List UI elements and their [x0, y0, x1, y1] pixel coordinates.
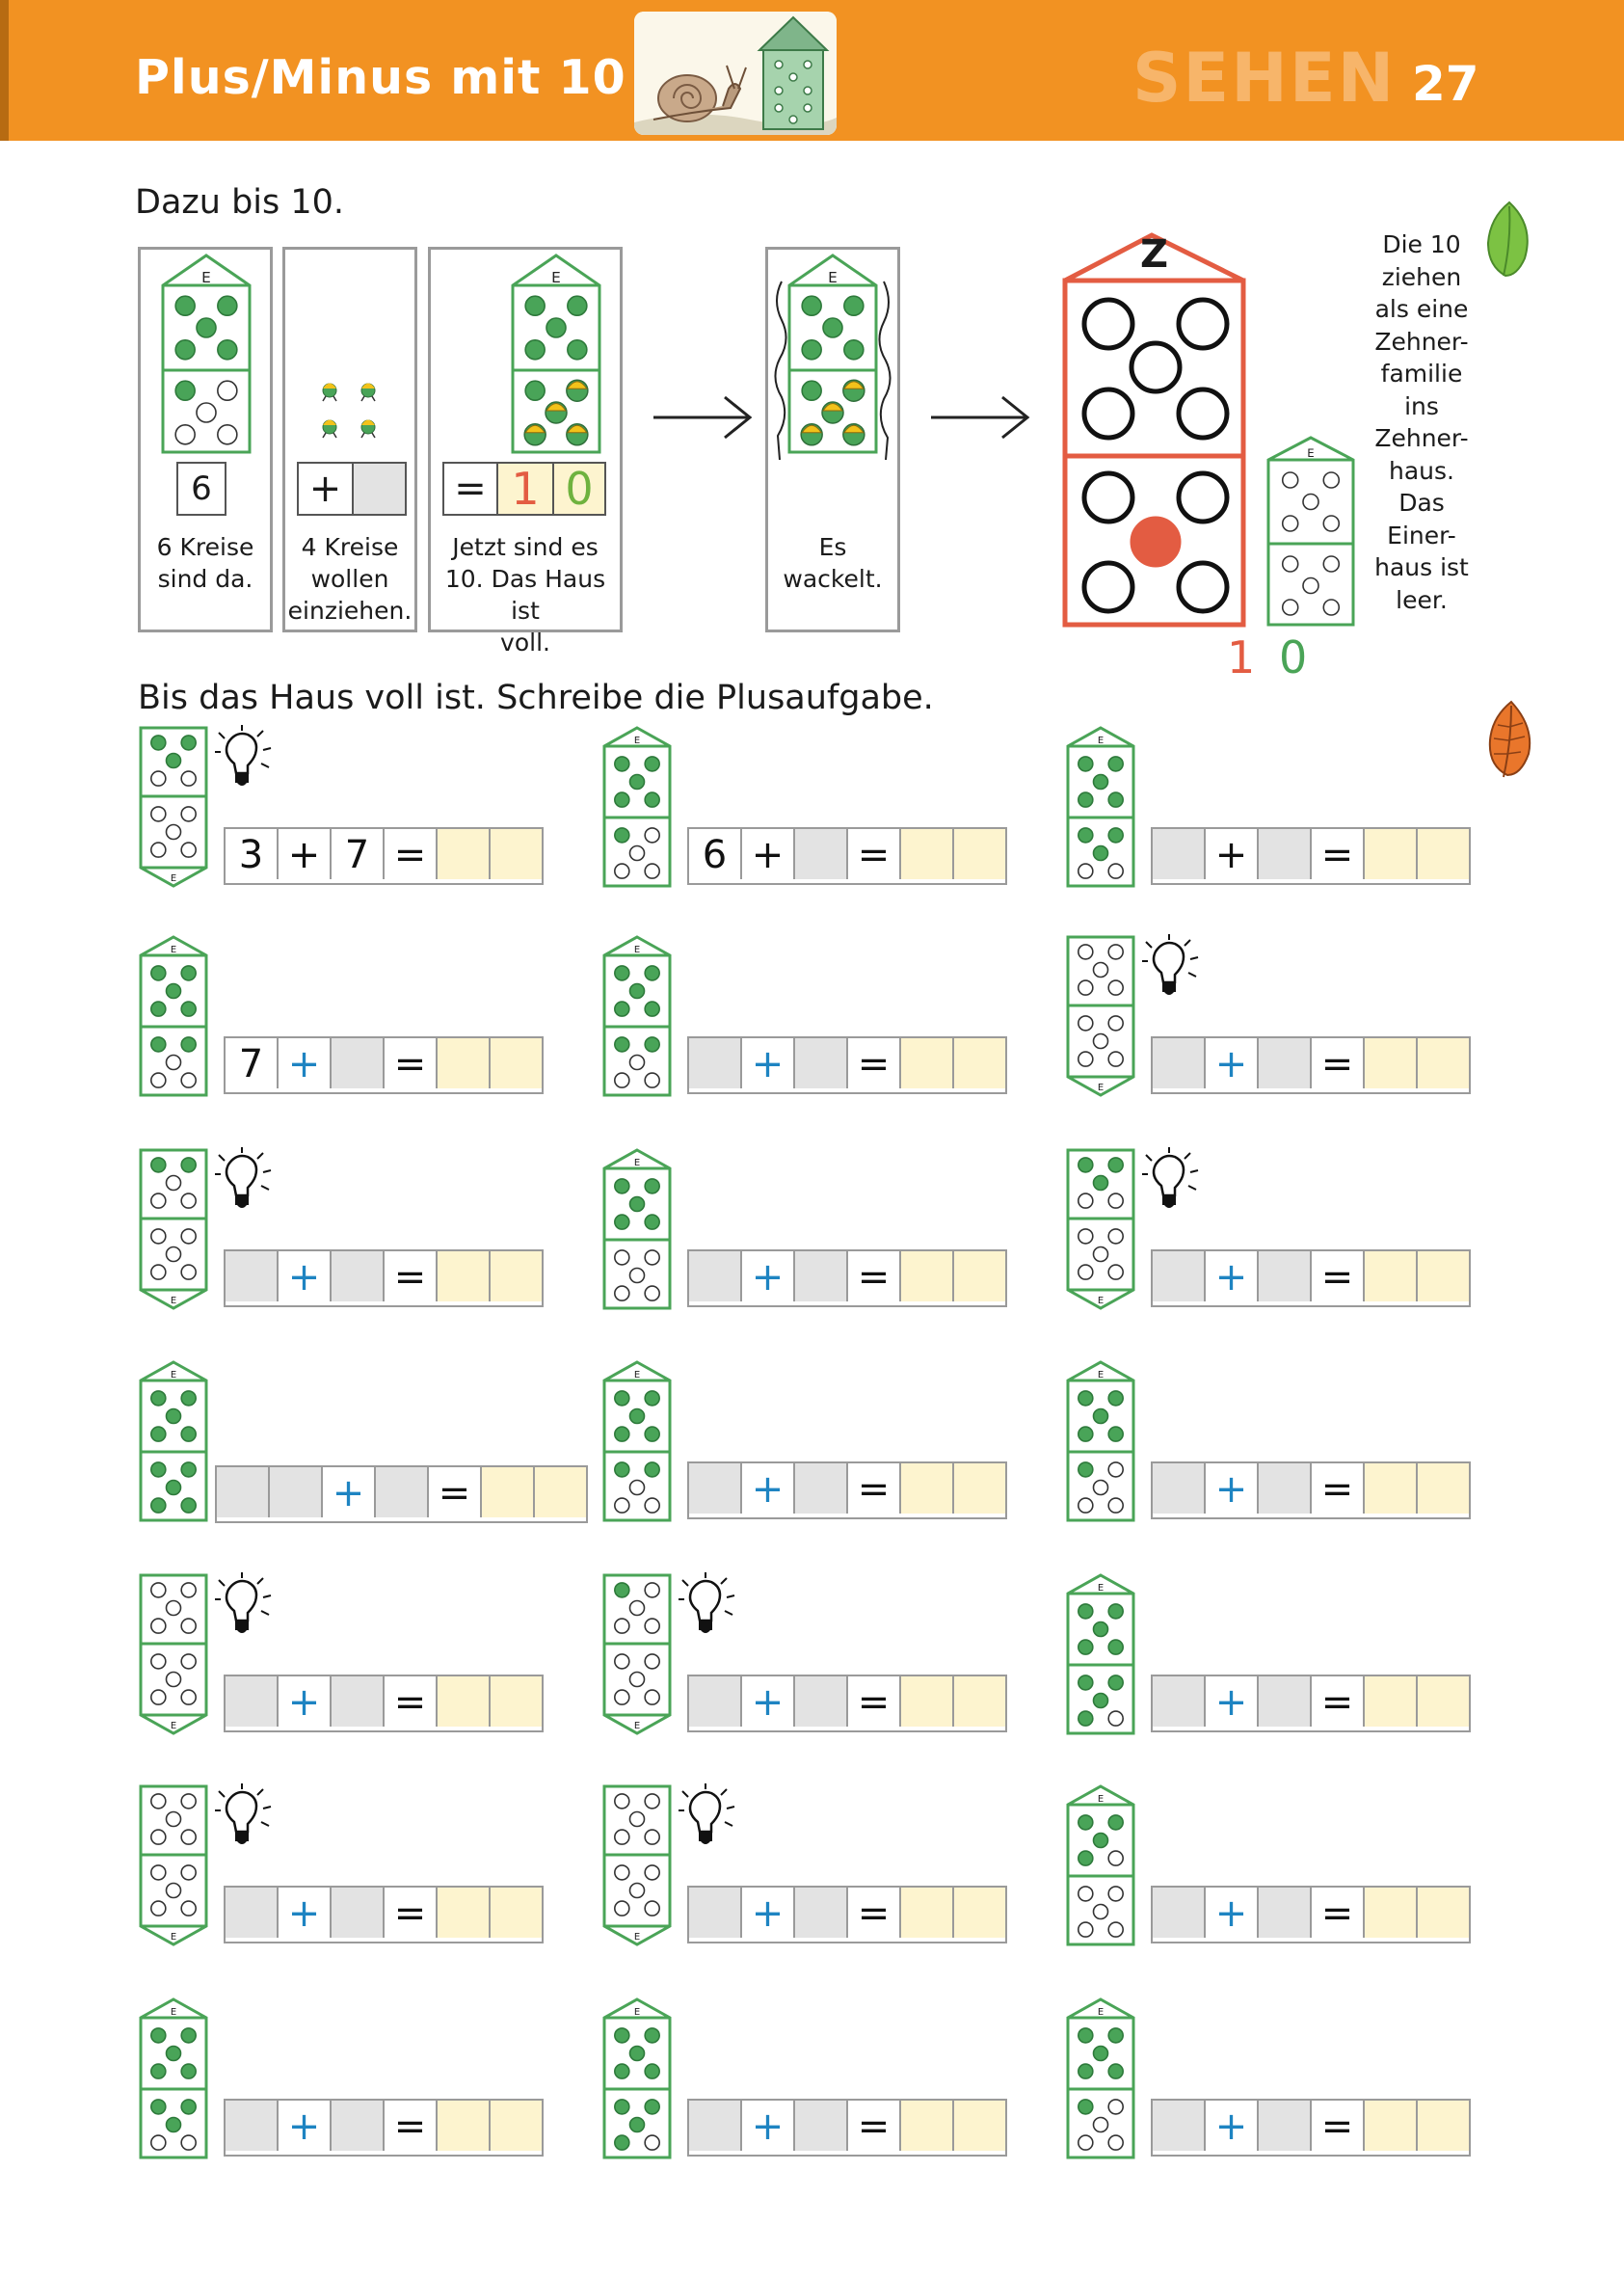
svg-text:E: E: [633, 1158, 641, 1168]
green-leaf-icon: [1482, 199, 1536, 280]
answer-tens-input[interactable]: [1363, 1888, 1416, 1938]
light-bulb-icon: [679, 1572, 738, 1640]
plus-sign: +: [1204, 829, 1257, 879]
caption-line: 4 Kreise: [301, 533, 399, 561]
svg-text:E: E: [170, 1721, 177, 1731]
blank-input[interactable]: [793, 1888, 846, 1938]
answer-ones-input[interactable]: [1416, 1676, 1469, 1727]
tens-digit: 1: [498, 464, 554, 514]
answer-ones-input[interactable]: [533, 1467, 586, 1517]
caption-line: Es: [818, 533, 847, 561]
given-number: 7: [226, 1038, 277, 1088]
answer-ones-input[interactable]: [1416, 1251, 1469, 1301]
blank-input[interactable]: [793, 829, 846, 879]
blank-input[interactable]: [1153, 829, 1204, 879]
equals-sign: =: [846, 1888, 899, 1938]
equals-sign: =: [383, 1251, 436, 1301]
svg-text:E: E: [1307, 446, 1315, 460]
equals-sign: =: [383, 1038, 436, 1088]
answer-ones-input[interactable]: [952, 1888, 1005, 1938]
intro-heading: Dazu bis 10.: [135, 183, 345, 222]
blank-input[interactable]: [689, 1251, 740, 1301]
equation-strip: [687, 1461, 1007, 1519]
svg-text:E: E: [170, 2007, 177, 2018]
snail-and-house-illustration: [634, 12, 837, 135]
svg-text:E: E: [1097, 2007, 1105, 2018]
caption-line: 6 Kreise: [156, 533, 254, 561]
domino-house: [1065, 1359, 1136, 1523]
answer-tens-input[interactable]: [899, 1888, 952, 1938]
panel-caption: [141, 531, 270, 595]
equals-sign: =: [427, 1467, 480, 1517]
svg-text:E: E: [170, 1370, 177, 1380]
note-line: familie: [1380, 360, 1463, 388]
blank-input[interactable]: [226, 2101, 277, 2151]
answer-ones-input[interactable]: [489, 1038, 542, 1088]
exercise-item: [601, 1572, 1054, 1736]
note-line: Zehner-: [1374, 424, 1469, 452]
tens-house-roof-label: Z: [1140, 232, 1169, 277]
svg-text:E: E: [170, 945, 177, 955]
svg-text:E: E: [170, 1296, 177, 1306]
answer-tens-input[interactable]: [899, 1676, 952, 1727]
caption-line: 10. Das Haus ist: [444, 565, 606, 625]
equation-strip: [1151, 827, 1471, 885]
answer-tens-input[interactable]: [1363, 1038, 1416, 1088]
note-line: Das: [1398, 489, 1445, 517]
equals-sign: =: [846, 1038, 899, 1088]
answer-ones-input[interactable]: [952, 1251, 1005, 1301]
answer-tens-input[interactable]: [480, 1467, 533, 1517]
tens-house: [1060, 228, 1253, 632]
answer-ones-input[interactable]: [489, 1251, 542, 1301]
empty-ones-house: [1265, 435, 1356, 632]
answer-tens-input[interactable]: [436, 1888, 489, 1938]
blank-input[interactable]: [1153, 2101, 1204, 2151]
count-box: 6: [176, 462, 226, 516]
exercise-item: [1065, 1359, 1518, 1523]
domino-house: [138, 725, 209, 889]
caption-line: einziehen.: [287, 597, 413, 625]
exercise-item: [601, 1147, 1054, 1311]
exercise-item: [1065, 1572, 1518, 1736]
section-label: SEHEN: [1132, 39, 1397, 118]
blank-input[interactable]: [374, 1467, 427, 1517]
exercise-item: [138, 1997, 591, 2160]
equals-sign: =: [846, 2101, 899, 2151]
caption-line: sind da.: [157, 565, 253, 593]
blank-input[interactable]: [1153, 1888, 1204, 1938]
light-bulb-icon: [679, 1783, 738, 1851]
svg-text:E: E: [551, 269, 561, 286]
intro-panel-3: [428, 247, 623, 657]
blank-input[interactable]: [1257, 829, 1310, 879]
answer-ones-input[interactable]: [1416, 1038, 1469, 1088]
blank-input[interactable]: [1257, 1251, 1310, 1301]
exercise-item: [601, 934, 1054, 1098]
exercise-item: [1065, 934, 1518, 1098]
answer-tens-input[interactable]: [899, 1038, 952, 1088]
note-line: Zehner-: [1374, 327, 1469, 356]
answer-tens-input[interactable]: [436, 2101, 489, 2151]
plus-sign: +: [277, 829, 330, 879]
domino-house-6: [160, 253, 253, 459]
domino-house: [1065, 1783, 1136, 1947]
note-line: Einer-: [1387, 521, 1456, 549]
answer-tens-input[interactable]: [1363, 829, 1416, 879]
blank-input[interactable]: [330, 1251, 383, 1301]
note-line: ziehen: [1381, 262, 1462, 291]
equation-strip: [224, 1249, 544, 1307]
domino-house: [138, 1997, 209, 2160]
header-spine: [0, 0, 9, 141]
equals-sign: =: [1310, 1463, 1363, 1514]
equation-strip: [1151, 1036, 1471, 1094]
domino-house-full: [510, 253, 602, 459]
blank-input[interactable]: [1153, 1038, 1204, 1088]
svg-text:E: E: [201, 269, 211, 286]
equation-strip: [687, 1249, 1007, 1307]
blank-input[interactable]: [1153, 1676, 1204, 1727]
blank-input[interactable]: [1257, 1888, 1310, 1938]
equation-strip: [1151, 1886, 1471, 1943]
plus-sign: +: [321, 1467, 374, 1517]
domino-house: [138, 934, 209, 1098]
blank-input[interactable]: [217, 1467, 268, 1517]
answer-tens-input[interactable]: [1363, 2101, 1416, 2151]
blank-input[interactable]: [689, 1038, 740, 1088]
panel-caption: [768, 531, 897, 595]
blank-input[interactable]: [330, 2101, 383, 2151]
plus-sign: +: [1204, 1251, 1257, 1301]
light-bulb-icon: [215, 1783, 275, 1851]
equation-strip: [687, 827, 1007, 885]
svg-text:E: E: [1097, 1583, 1105, 1594]
page-title: Plus/Minus mit 10: [135, 50, 626, 105]
equation-strip: [215, 1465, 588, 1523]
equals-sign: =: [383, 1676, 436, 1727]
result-tens: 1: [1227, 631, 1256, 683]
answer-tens-input[interactable]: [436, 1251, 489, 1301]
answer-tens-input[interactable]: [899, 829, 952, 879]
plus-sign: +: [1204, 2101, 1257, 2151]
intro-panel-4: [765, 247, 900, 632]
answer-ones-input[interactable]: [1416, 1888, 1469, 1938]
blank-input[interactable]: [1153, 1251, 1204, 1301]
equation-strip: [687, 2099, 1007, 2157]
note-line: leer.: [1396, 585, 1448, 614]
blank-input[interactable]: [1257, 1463, 1310, 1514]
exercise-item: [601, 1359, 1054, 1523]
exercise-item: [601, 1997, 1054, 2160]
blank-input[interactable]: [793, 1676, 846, 1727]
intro-panel-1: [138, 247, 273, 632]
blank-input[interactable]: [689, 2101, 740, 2151]
answer-ones-input[interactable]: [489, 1676, 542, 1727]
answer-ones-input[interactable]: [952, 1038, 1005, 1088]
plus-sign: +: [740, 829, 793, 879]
caption-line: wackelt.: [783, 565, 883, 593]
exercise-item: [138, 1147, 591, 1311]
answer-tens-input[interactable]: [899, 1251, 952, 1301]
note-line: Die 10: [1382, 230, 1461, 258]
plus-sign: +: [277, 2101, 330, 2151]
equation-strip: [224, 1886, 544, 1943]
svg-text:E: E: [170, 1932, 177, 1943]
blank-input[interactable]: [793, 1251, 846, 1301]
equation-strip: [224, 2099, 544, 2157]
svg-text:E: E: [170, 873, 177, 884]
equals-sign: =: [1310, 1676, 1363, 1727]
plus-sign: +: [740, 1038, 793, 1088]
domino-house: [138, 1147, 209, 1311]
ones-house-drawing: [513, 255, 599, 452]
domino-house: [601, 934, 673, 1098]
equals-sign: =: [444, 464, 498, 514]
blank-input[interactable]: [793, 2101, 846, 2151]
plus-sign: +: [277, 1038, 330, 1088]
domino-house: [601, 1147, 673, 1311]
equals-sign: =: [383, 2101, 436, 2151]
answer-tens-input[interactable]: [1363, 1251, 1416, 1301]
svg-text:E: E: [1097, 1794, 1105, 1805]
answer-tens-input[interactable]: [1363, 1463, 1416, 1514]
plus-sign: +: [740, 1888, 793, 1938]
answer-ones-input[interactable]: [489, 829, 542, 879]
plus-box: [297, 462, 407, 516]
note-line: ins: [1404, 391, 1439, 420]
domino-house: [1065, 934, 1136, 1098]
blank-input[interactable]: [330, 1676, 383, 1727]
result-box: [442, 462, 606, 516]
blank-input[interactable]: [268, 1467, 321, 1517]
note-line: haus.: [1389, 456, 1454, 485]
equation-strip: [224, 1675, 544, 1732]
answer-ones-input[interactable]: [489, 2101, 542, 2151]
equation-strip: [224, 1036, 544, 1094]
exercise-item: [601, 1783, 1054, 1947]
light-bulb-icon: [1142, 1147, 1202, 1215]
exercise-item: [1065, 725, 1518, 889]
exercise-item: [138, 1783, 591, 1947]
domino-house: [601, 1359, 673, 1523]
plus-sign: +: [740, 1676, 793, 1727]
side-note: [1359, 228, 1484, 616]
blank-input[interactable]: [226, 1676, 277, 1727]
given-number: 7: [330, 829, 383, 879]
caption-line: wollen: [310, 565, 389, 593]
answer-tens-input[interactable]: [899, 1463, 952, 1514]
blank-input[interactable]: [793, 1463, 846, 1514]
exercise-item: [601, 725, 1054, 889]
answer-ones-input[interactable]: [952, 1463, 1005, 1514]
blank-cell: [354, 464, 405, 514]
caption-line: Jetzt sind es: [452, 533, 599, 561]
exercise-item: [138, 1572, 591, 1736]
blank-input[interactable]: [226, 1251, 277, 1301]
blank-input[interactable]: [1153, 1463, 1204, 1514]
equals-sign: =: [1310, 1251, 1363, 1301]
answer-tens-input[interactable]: [436, 1038, 489, 1088]
blank-input[interactable]: [1257, 1038, 1310, 1088]
svg-text:E: E: [828, 269, 838, 286]
domino-house: [138, 1572, 209, 1736]
blank-input[interactable]: [330, 1888, 383, 1938]
plus-sign: +: [740, 2101, 793, 2151]
domino-house: [601, 725, 673, 889]
equation-strip: [224, 827, 544, 885]
plus-sign: +: [1204, 1888, 1257, 1938]
equals-sign: =: [846, 1463, 899, 1514]
plus-sign: +: [1204, 1038, 1257, 1088]
plus-sign: +: [277, 1888, 330, 1938]
answer-ones-input[interactable]: [952, 2101, 1005, 2151]
ones-digit: 0: [554, 464, 604, 514]
equation-strip: [687, 1036, 1007, 1094]
blank-input[interactable]: [1257, 2101, 1310, 2151]
plus-sign: +: [277, 1251, 330, 1301]
note-line: als eine: [1374, 295, 1469, 323]
equation-strip: [687, 1886, 1007, 1943]
equals-sign: =: [846, 829, 899, 879]
exercise-item: [1065, 1147, 1518, 1311]
plus-sign: +: [1204, 1463, 1257, 1514]
arrow-right-icon: [929, 393, 1031, 442]
answer-tens-input[interactable]: [899, 2101, 952, 2151]
given-number: 3: [226, 829, 277, 879]
ones-house-drawing: [163, 255, 250, 452]
panel-caption: [285, 531, 414, 627]
given-number: 6: [689, 829, 740, 879]
domino-house: [601, 1997, 673, 2160]
exercise-item: [138, 934, 591, 1098]
page-header: [0, 0, 1624, 141]
svg-text:E: E: [633, 945, 641, 955]
exercise-item: [138, 725, 591, 889]
panel-caption: [431, 531, 620, 658]
domino-house: [1065, 1997, 1136, 2160]
equals-sign: =: [1310, 829, 1363, 879]
intro-panel-2: [282, 247, 417, 632]
exercise-item: [1065, 1997, 1518, 2160]
plus-sign: +: [740, 1251, 793, 1301]
equation-strip: [1151, 1461, 1471, 1519]
equation-strip: [1151, 1249, 1471, 1307]
answer-ones-input[interactable]: [952, 829, 1005, 879]
svg-text:E: E: [1097, 736, 1105, 746]
plus-sign: +: [740, 1463, 793, 1514]
equals-sign: =: [846, 1251, 899, 1301]
svg-text:E: E: [1097, 1083, 1105, 1093]
answer-ones-input[interactable]: [1416, 829, 1469, 879]
answer-tens-input[interactable]: [436, 829, 489, 879]
domino-house: [138, 1783, 209, 1947]
answer-ones-input[interactable]: [952, 1676, 1005, 1727]
domino-house: [1065, 725, 1136, 889]
bugs-icon: [314, 369, 391, 446]
equals-sign: =: [1310, 1038, 1363, 1088]
plus-sign: +: [1204, 1676, 1257, 1727]
blank-input[interactable]: [689, 1463, 740, 1514]
equals-sign: =: [1310, 1888, 1363, 1938]
blank-input[interactable]: [689, 1888, 740, 1938]
equals-sign: =: [383, 1888, 436, 1938]
equals-sign: =: [846, 1676, 899, 1727]
svg-text:E: E: [633, 1721, 641, 1731]
light-bulb-icon: [215, 1147, 275, 1215]
blank-input[interactable]: [689, 1676, 740, 1727]
blank-input[interactable]: [793, 1038, 846, 1088]
plus-sign: +: [299, 464, 354, 514]
svg-text:E: E: [1097, 1370, 1105, 1380]
svg-text:E: E: [633, 1370, 641, 1380]
exercise-item: [1065, 1783, 1518, 1947]
answer-tens-input[interactable]: [1363, 1676, 1416, 1727]
wobbling-house: [768, 253, 897, 464]
svg-text:E: E: [633, 736, 641, 746]
domino-house: [1065, 1147, 1136, 1311]
light-bulb-icon: [1142, 934, 1202, 1002]
light-bulb-icon: [215, 725, 275, 792]
exercise-item: [138, 1359, 591, 1523]
equals-sign: =: [1310, 2101, 1363, 2151]
domino-house: [138, 1359, 209, 1523]
plus-sign: +: [277, 1676, 330, 1727]
answer-ones-input[interactable]: [1416, 2101, 1469, 2151]
svg-text:E: E: [1097, 1296, 1105, 1306]
domino-house: [1065, 1572, 1136, 1736]
result-ones: 0: [1279, 631, 1308, 683]
blank-input[interactable]: [330, 1038, 383, 1088]
domino-house: [601, 1783, 673, 1947]
blank-input[interactable]: [226, 1888, 277, 1938]
answer-ones-input[interactable]: [489, 1888, 542, 1938]
equation-strip: [1151, 1675, 1471, 1732]
blank-input[interactable]: [1257, 1676, 1310, 1727]
caption-line: voll.: [500, 629, 550, 657]
answer-ones-input[interactable]: [1416, 1463, 1469, 1514]
exercise-heading: Bis das Haus voll ist. Schreibe die Plusaufgabe.: [138, 679, 934, 717]
answer-tens-input[interactable]: [436, 1676, 489, 1727]
domino-house: [601, 1572, 673, 1736]
svg-text:E: E: [633, 2007, 641, 2018]
equals-sign: =: [383, 829, 436, 879]
note-line: haus ist: [1374, 553, 1469, 581]
arrow-right-icon: [652, 393, 754, 442]
equation-strip: [1151, 2099, 1471, 2157]
svg-text:E: E: [633, 1932, 641, 1943]
page-number: 27: [1412, 56, 1479, 112]
light-bulb-icon: [215, 1572, 275, 1640]
equation-strip: [687, 1675, 1007, 1732]
